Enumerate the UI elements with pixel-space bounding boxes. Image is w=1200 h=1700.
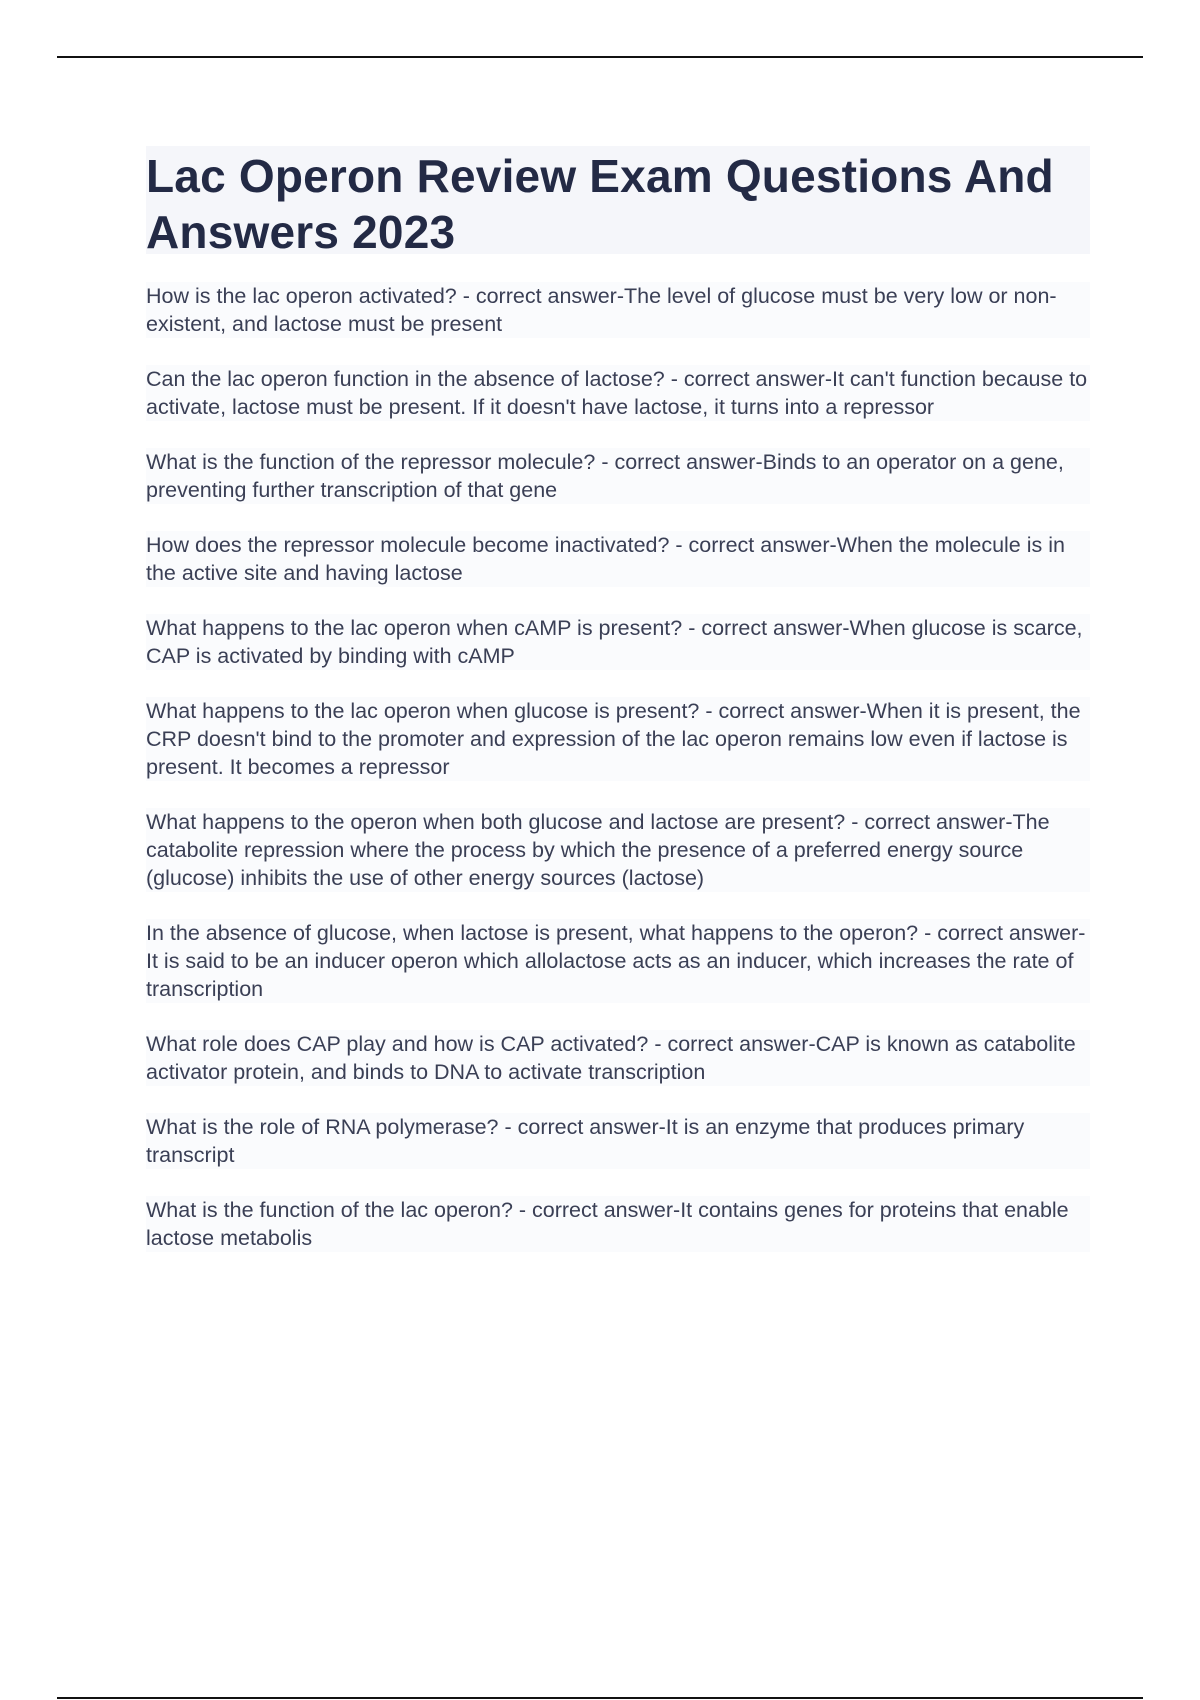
question: In the absence of glucose, when lactose is present, what happens to the operon?: [146, 921, 919, 945]
answer: When glucose is scarce, CAP is activated by binding with cAMP: [146, 616, 1083, 668]
answer: When it is present, the CRP doesn't bind to the promoter and expression of the lac operon remains low even if lactose is present. It becomes a repressor: [146, 699, 1081, 779]
bottom-rule: [57, 1697, 1143, 1699]
answer: CAP is known as catabolite activator protein, and binds to DNA to activate transcription: [146, 1032, 1076, 1084]
answer: It is said to be an inducer operon which allolactose acts as an inducer, which increases the rate of transcription: [146, 949, 1074, 1001]
question: What happens to the lac operon when glucose is present?: [146, 699, 700, 723]
qa-item-2: [146, 365, 1090, 421]
qa-list: [146, 282, 1090, 1252]
title-band: [146, 146, 1090, 258]
question: What is the function of the lac operon?: [146, 1198, 513, 1222]
qa-item-11: [146, 1196, 1090, 1252]
answer-separator: - correct answer-: [595, 450, 763, 474]
answer-separator: - correct answer-: [682, 616, 850, 640]
answer: Binds to an operator on a gene, preventing further transcription of that gene: [146, 450, 1064, 502]
answer-separator: - correct answer-: [669, 533, 837, 557]
qa-item-4: [146, 531, 1090, 587]
qa-item-10: [146, 1113, 1090, 1169]
question: What is the function of the repressor molecule?: [146, 450, 596, 474]
answer-separator: - correct answer-: [512, 1198, 681, 1222]
question: What is the role of RNA polymerase?: [146, 1115, 499, 1139]
qa-item-8: [146, 919, 1090, 1003]
qa-item-7: [146, 808, 1090, 892]
top-rule: [57, 56, 1143, 58]
document-title: Lac Operon Review Exam Questions And Answers 2023: [146, 150, 1054, 258]
answer-separator: - correct answer-: [699, 699, 867, 723]
answer-separator: - correct answer-: [648, 1032, 816, 1056]
answer: It is an enzyme that produces primary transcript: [146, 1115, 1025, 1167]
answer-separator: - correct answer-: [918, 921, 1086, 945]
question: What happens to the lac operon when cAMP is present?: [146, 616, 683, 640]
answer-separator: - correct answer-: [456, 284, 624, 308]
answer-separator: - correct answer-: [845, 810, 1013, 834]
qa-item-3: [146, 448, 1090, 504]
answer: The level of glucose must be very low or non-existent, and lactose must be present: [146, 284, 1057, 336]
answer-separator: - correct answer-: [498, 1115, 666, 1139]
question: How does the repressor molecule become inactivated?: [146, 533, 670, 557]
qa-item-5: [146, 614, 1090, 670]
qa-item-9: [146, 1030, 1090, 1086]
qa-item-6: [146, 697, 1090, 781]
document-body: [146, 146, 1090, 1279]
question: What happens to the operon when both glucose and lactose are present?: [146, 810, 846, 834]
answer: The catabolite repression where the process by which the presence of a preferred energy source (glucose) inhibits the use of other energy sources (lactose): [146, 810, 1050, 890]
question: How is the lac operon activated?: [146, 284, 457, 308]
answer-separator: - correct answer-: [664, 367, 833, 391]
answer: When the molecule is in the active site and having lactose: [146, 533, 1065, 585]
question: What role does CAP play and how is CAP activated?: [146, 1032, 649, 1056]
qa-item-1: [146, 282, 1090, 338]
answer: It contains genes for proteins that enable lactose metabolis: [146, 1198, 1069, 1250]
question: Can the lac operon function in the absence of lactose?: [146, 367, 665, 391]
answer: It can't function because to activate, lactose must be present. If it doesn't have lactose, it turns into a repressor: [146, 367, 1088, 419]
